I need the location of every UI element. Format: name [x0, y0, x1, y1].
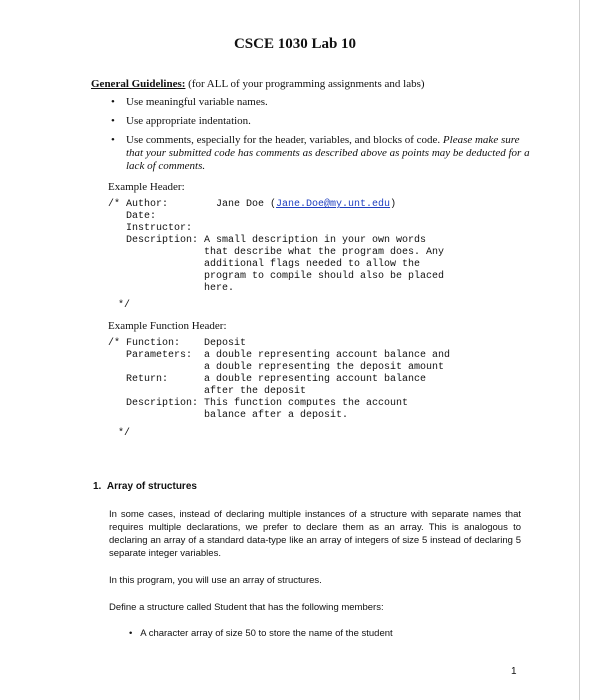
list-item: • Use appropriate indentation. [111, 115, 251, 127]
example-header-code: /* Author: Jane Doe (Jane.Doe@my.unt.edu) Date: Instructor: Description: A small description in your own words that describe what the program does. Any additional flags needed to allow the program to compile should also be placed here. [108, 199, 445, 294]
section-title: 1. Array of structures [93, 481, 197, 492]
list-item: • Use comments, especially for the header, variables, and blocks of code. Please make sure that your submitted code has comments as described above as points may be deducted for a lack of comments. [111, 134, 530, 172]
comments-warning: Please make sure that your submitted code has comments as described above as points may be deducted for a lack of comments. [126, 134, 530, 172]
guidelines-heading [91, 78, 425, 90]
section-paragraph: Define a structure called Student that has the following members: [109, 602, 384, 613]
bullet-icon: • [129, 628, 133, 639]
bullet-icon: • [111, 134, 115, 146]
example-header-label: Example Header: [108, 181, 185, 193]
example-function-label: Example Function Header: [108, 320, 227, 332]
section-paragraph: In some cases, instead of declaring multiple instances of a structure with separate names that requires multiple declarations, we prefer to declare them as an array. This is analogous to declaring an array of a standard data-type like an array of integers of size 5 instead of declaring 5 separate integer variables. [109, 509, 521, 559]
guidelines-note: (for ALL of your programming assignments and labs) [185, 78, 425, 90]
section-paragraph: In this program, you will use an array of structures. [109, 575, 322, 586]
guidelines-heading-label: General Guidelines: [91, 78, 186, 90]
bullet-icon: • [111, 96, 115, 108]
list-item: • Use meaningful variable names. [111, 96, 268, 108]
example-function-code: /* Function: Deposit Parameters: a double representing account balance and a double representing the deposit amount Return: a double representing account balance after the deposit Description: This function computes the account balance after a deposit. [108, 338, 451, 421]
example-function-end: */ [118, 428, 131, 439]
example-header-end: */ [118, 300, 131, 311]
page-title: CSCE 1030 Lab 10 [233, 36, 357, 52]
list-item: • A character array of size 50 to store the name of the student [129, 628, 393, 639]
page-number: 1 [511, 666, 517, 677]
author-email-link[interactable]: Jane.Doe@my.unt.edu [276, 199, 391, 210]
bullet-icon: • [111, 115, 115, 127]
guidelines-list [111, 96, 531, 179]
